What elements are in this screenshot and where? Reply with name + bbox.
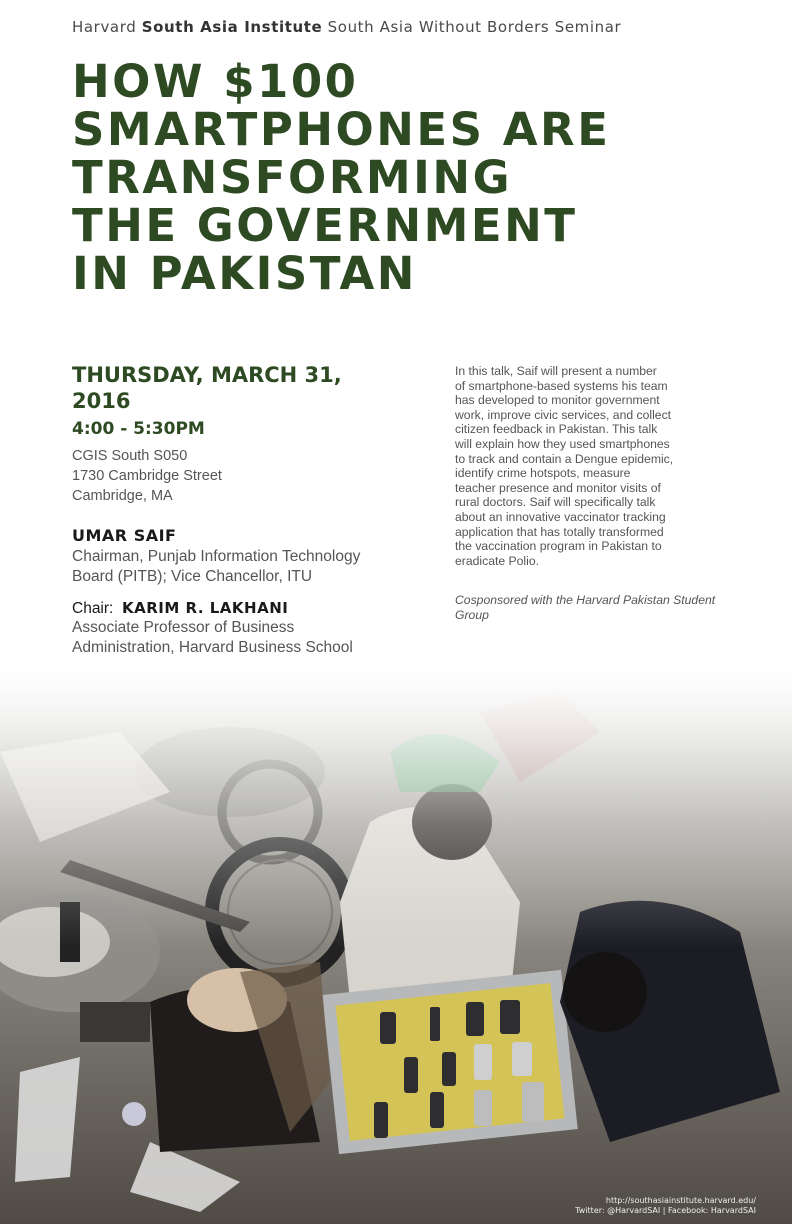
header-org-name: South Asia Institute bbox=[141, 18, 323, 36]
description-line: work, improve civic services, and collect bbox=[455, 407, 672, 422]
speaker-name: UMAR SAIF bbox=[72, 526, 177, 545]
street-market-photo bbox=[0, 672, 792, 1224]
event-title bbox=[72, 55, 712, 300]
chair-line bbox=[72, 599, 372, 618]
description-line: has developed to monitor government bbox=[455, 393, 660, 408]
description-line: rural doctors. Saif will specifically talk bbox=[455, 495, 656, 510]
description-line: In this talk, Saif will present a number bbox=[455, 364, 657, 378]
footer-url: http://southasiainstitute.harvard.edu/ bbox=[605, 1196, 756, 1205]
description-line: eradicate Polio. bbox=[455, 553, 540, 568]
address-line: CGIS South S050 bbox=[72, 448, 188, 464]
title-line: TRANSFORMING bbox=[72, 151, 513, 204]
chair-name: KARIM R. LAKHANI bbox=[121, 599, 289, 617]
event-address bbox=[72, 446, 372, 506]
title-line: THE GOVERNMENT bbox=[72, 199, 578, 252]
title-line: SMARTPHONES ARE bbox=[72, 103, 611, 156]
description-line: to track and contain a Dengue epidemic, bbox=[455, 451, 674, 466]
title-line: IN PAKISTAN bbox=[72, 247, 417, 300]
event-date: THURSDAY, MARCH 31, 2016 bbox=[72, 363, 342, 413]
description-line: teacher presence and monitor visits of bbox=[455, 480, 661, 495]
talk-description bbox=[455, 364, 717, 623]
description-line: will explain how they used smartphones bbox=[455, 436, 670, 451]
description-line: identify crime hotspots, measure bbox=[455, 466, 631, 481]
description-line: application that has totally transformed bbox=[455, 524, 664, 539]
header-line bbox=[72, 18, 621, 36]
event-details bbox=[72, 362, 372, 658]
cosponsor-note bbox=[455, 593, 717, 623]
description-line: citizen feedback in Pakistan. This talk bbox=[455, 422, 658, 437]
footer-social: Twitter: @HarvardSAI | Facebook: HarvardSAI bbox=[575, 1206, 756, 1215]
chair-title: Associate Professor of Business Administration, Harvard Business School bbox=[72, 619, 353, 656]
event-time: 4:00 - 5:30PM bbox=[72, 419, 205, 439]
title-line: HOW $100 bbox=[72, 55, 359, 108]
address-line: Cambridge, MA bbox=[72, 488, 173, 504]
chair-label: Chair: bbox=[72, 600, 114, 617]
cosponsor-line: Cosponsored with the Harvard Pakistan Student bbox=[455, 593, 716, 608]
description-line: of smartphone-based systems his team bbox=[455, 378, 668, 393]
speaker-title: Chairman, Punjab Information Technology Board (PITB); Vice Chancellor, ITU bbox=[72, 548, 361, 585]
header-series: South Asia Without Borders Seminar bbox=[327, 18, 622, 36]
address-line: 1730 Cambridge Street bbox=[72, 468, 222, 484]
header-org-prefix: Harvard bbox=[72, 18, 137, 36]
cosponsor-line: Group bbox=[455, 608, 489, 623]
description-line: about an innovative vaccinator tracking bbox=[455, 509, 666, 524]
footer bbox=[575, 1196, 756, 1216]
description-line: the vaccination program in Pakistan to bbox=[455, 539, 662, 554]
